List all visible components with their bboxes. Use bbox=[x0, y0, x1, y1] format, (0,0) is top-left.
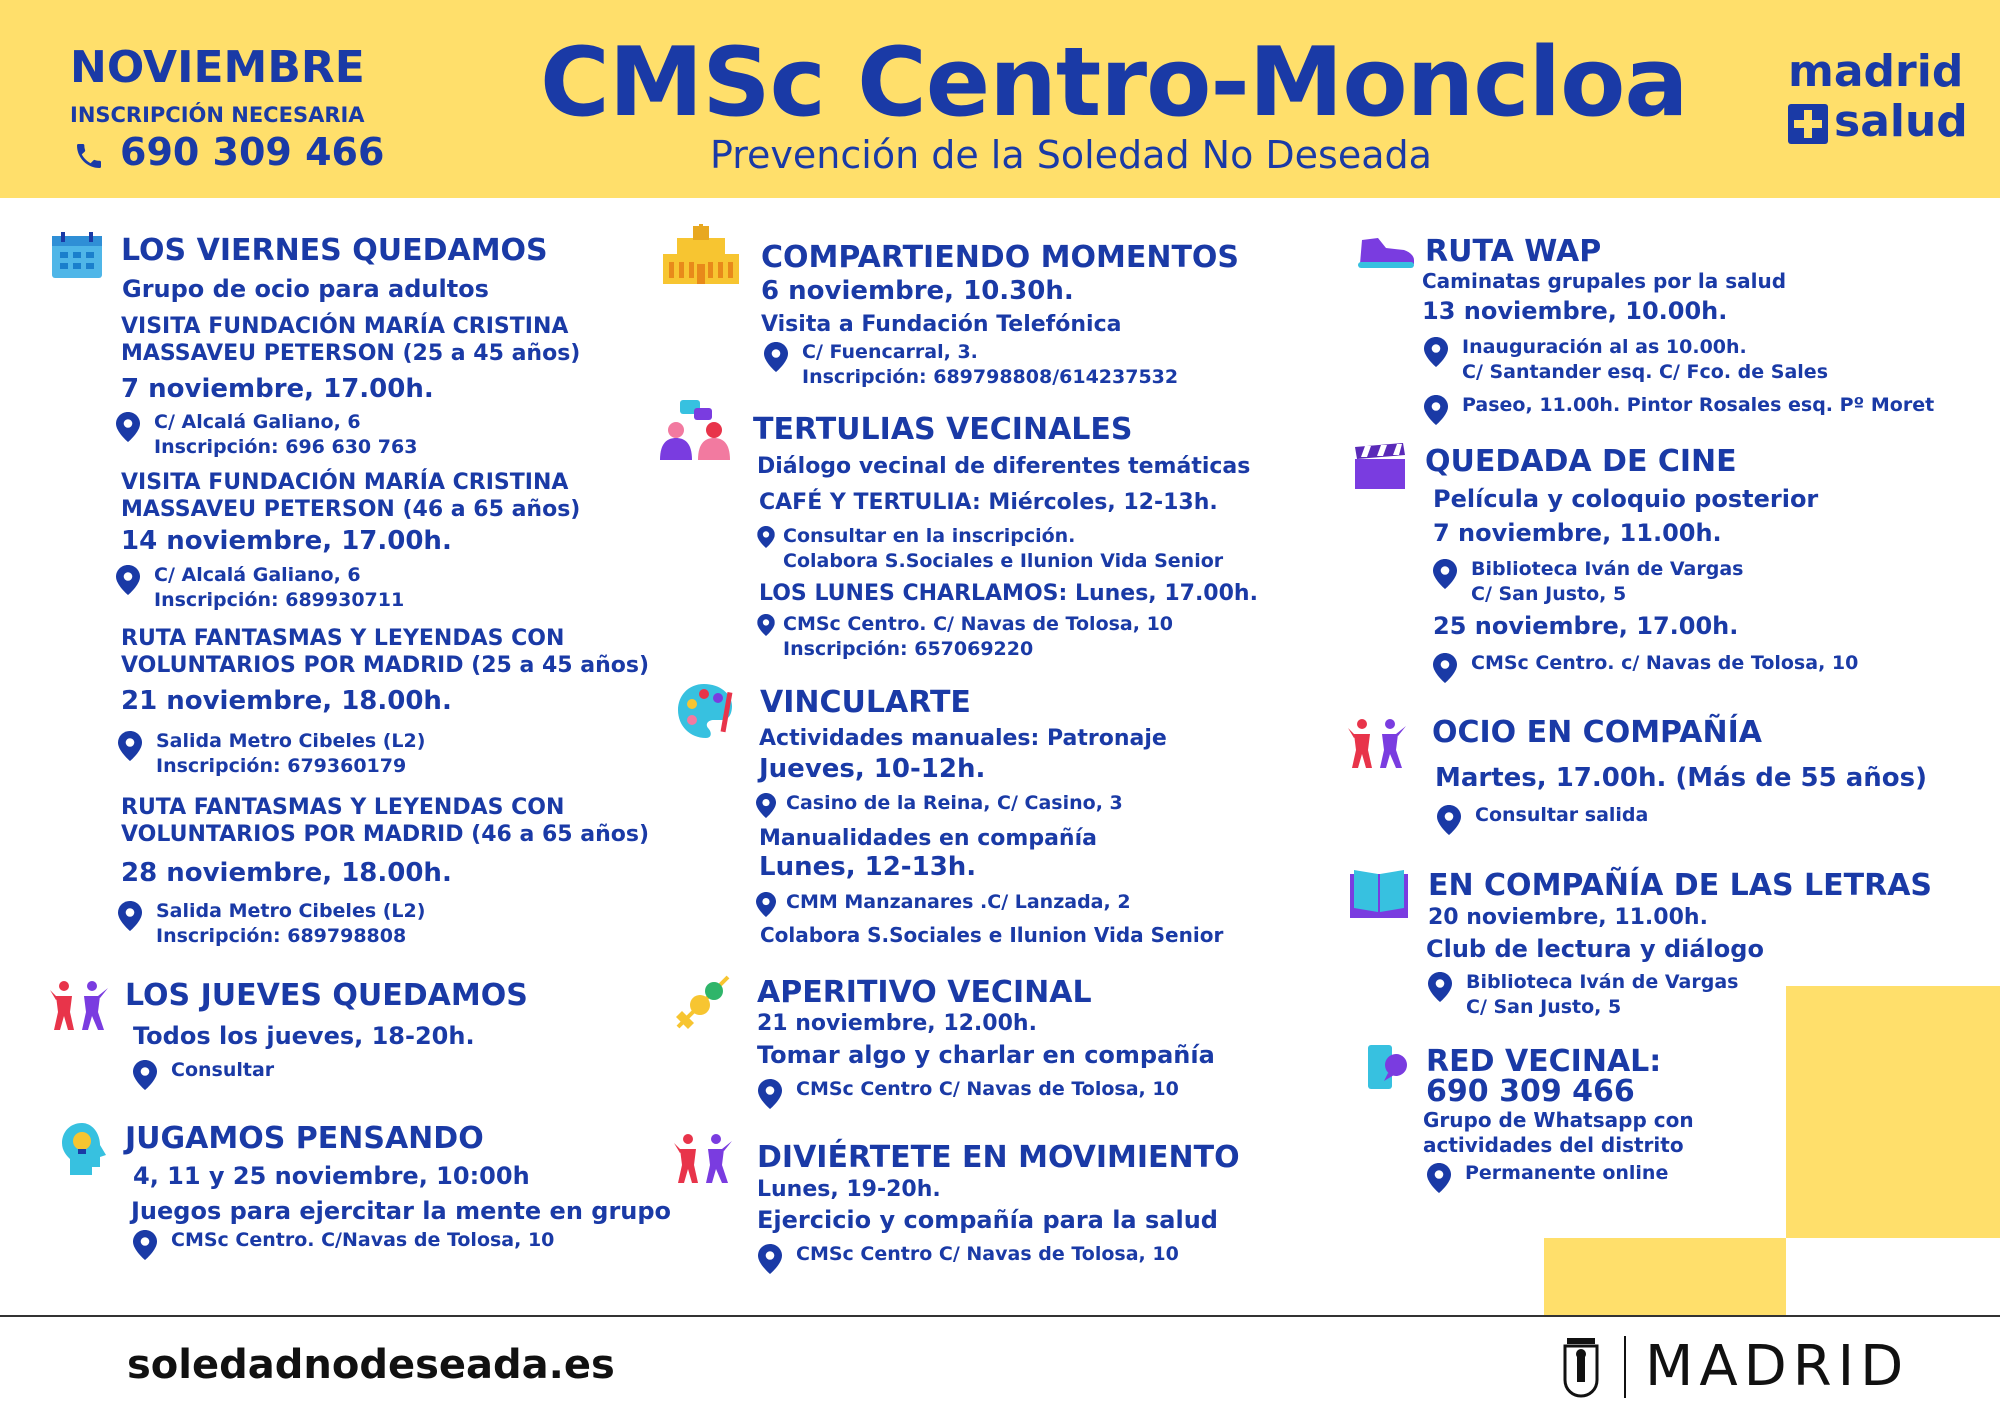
jueves-title: LOS JUEVES QUEDAMOS bbox=[125, 978, 528, 1013]
viernes-e3-phone[interactable]: Inscripción: 679360179 bbox=[156, 755, 407, 778]
aperitivo-location bbox=[758, 1077, 1179, 1109]
viernes-e4-location bbox=[118, 899, 425, 949]
letras-date: 20 noviembre, 11.00h. bbox=[1428, 905, 1708, 930]
location-pin-icon bbox=[757, 526, 775, 548]
jugamos-when: 4, 11 y 25 noviembre, 10:00h bbox=[133, 1162, 530, 1190]
location-pin-icon bbox=[116, 565, 140, 595]
location-pin-icon bbox=[118, 901, 142, 931]
calendar-icon bbox=[52, 232, 102, 278]
red-desc2: actividades del distrito bbox=[1423, 1133, 1684, 1157]
cine-date1: 7 noviembre, 11.00h. bbox=[1433, 519, 1722, 547]
compartiendo-title: COMPARTIENDO MOMENTOS bbox=[761, 240, 1240, 275]
diviertete-desc: Ejercicio y compañía para la salud bbox=[757, 1206, 1218, 1234]
tertulias-cafe-loc1: Consultar en la inscripción. bbox=[783, 525, 1076, 547]
jueves-loc-text: Consultar bbox=[171, 1059, 275, 1081]
cine-title: QUEDADA DE CINE bbox=[1425, 444, 1737, 479]
section-viernes bbox=[121, 234, 548, 269]
location-pin-icon bbox=[764, 342, 788, 372]
inscription-label: INSCRIPCIÓN NECESARIA bbox=[70, 103, 365, 127]
cine-location-1 bbox=[1433, 557, 1743, 607]
ruta-desc: Caminatas grupales por la salud bbox=[1422, 269, 1787, 293]
vincularte-loc-text: Casino de la Reina, C/ Casino, 3 bbox=[786, 792, 1123, 814]
location-pin-icon bbox=[758, 1079, 782, 1109]
phone-icon bbox=[73, 140, 105, 172]
red-title: RED VECINAL: bbox=[1426, 1044, 1662, 1079]
people-dancing-icon bbox=[1348, 718, 1406, 770]
vincularte-location bbox=[756, 791, 1123, 818]
viernes-e3-date: 21 noviembre, 18.00h. bbox=[121, 686, 452, 716]
sneaker-icon bbox=[1358, 236, 1414, 268]
jugamos-loc-text: CMSc Centro. C/Navas de Tolosa, 10 bbox=[171, 1229, 555, 1251]
letras-loc2: C/ San Justo, 5 bbox=[1466, 996, 1622, 1019]
tertulias-cafe-loc2: Colabora S.Sociales e Ilunion Vida Senior bbox=[783, 550, 1224, 573]
tertulias-subtitle: Diálogo vecinal de diferentes temáticas bbox=[757, 454, 1251, 479]
viernes-title: LOS VIERNES QUEDAMOS bbox=[121, 233, 548, 268]
location-pin-icon bbox=[1433, 653, 1457, 683]
location-pin-icon bbox=[1437, 805, 1461, 835]
tertulias-title: TERTULIAS VECINALES bbox=[753, 412, 1133, 447]
logo-salud-word: salud bbox=[1834, 96, 1968, 147]
footer-divider bbox=[0, 1315, 2000, 1317]
decor-square-top bbox=[1786, 986, 2000, 1238]
jugamos-desc: Juegos para ejercitar la mente en grupo bbox=[131, 1197, 672, 1225]
tertulias-lunes-location bbox=[757, 612, 1173, 662]
jugamos-title: JUGAMOS PENSANDO bbox=[125, 1121, 484, 1156]
viernes-e2-line2: MASSAVEU PETERSON (46 a 65 años) bbox=[121, 497, 581, 522]
viernes-e1-date: 7 noviembre, 17.00h. bbox=[121, 374, 434, 404]
location-pin-icon bbox=[116, 412, 140, 442]
phone-chat-icon bbox=[1368, 1045, 1408, 1093]
tertulias-cafe-location bbox=[757, 524, 1223, 574]
madrid-coat-of-arms-icon bbox=[1563, 1336, 1599, 1398]
viernes-subtitle: Grupo de ocio para adultos bbox=[122, 275, 489, 303]
viernes-e3-location bbox=[118, 729, 425, 779]
letras-desc: Club de lectura y diálogo bbox=[1426, 935, 1764, 963]
compartiendo-location bbox=[764, 340, 1178, 390]
ocio-title: OCIO EN COMPAÑÍA bbox=[1432, 715, 1762, 750]
aperitivo-date: 21 noviembre, 12.00h. bbox=[757, 1011, 1037, 1036]
location-pin-icon bbox=[1428, 972, 1452, 1002]
compartiendo-address: C/ Fuencarral, 3. bbox=[802, 341, 978, 363]
cine-loc2: CMSc Centro. c/ Navas de Tolosa, 10 bbox=[1471, 652, 1859, 674]
ruta-location-1 bbox=[1424, 335, 1828, 385]
ruta-loc3: Paseo, 11.00h. Pintor Rosales esq. Pº Moret bbox=[1462, 394, 1935, 416]
ruta-loc2: C/ Santander esq. C/ Fco. de Sales bbox=[1462, 361, 1829, 384]
cine-desc: Película y coloquio posterior bbox=[1433, 485, 1819, 513]
viernes-e1-phone[interactable]: Inscripción: 696 630 763 bbox=[154, 436, 418, 459]
vincularte-loc2-text: CMM Manzanares .C/ Lanzada, 2 bbox=[786, 891, 1131, 913]
aperitivo-title: APERITIVO VECINAL bbox=[757, 975, 1092, 1010]
location-pin-icon bbox=[756, 892, 776, 917]
viernes-e2-address: C/ Alcalá Galiano, 6 bbox=[154, 564, 361, 586]
page-subtitle: Prevención de la Soledad No Deseada bbox=[710, 133, 1432, 177]
ocio-loc-text: Consultar salida bbox=[1475, 804, 1649, 826]
ocio-location bbox=[1437, 803, 1648, 835]
location-pin-icon bbox=[1427, 1163, 1451, 1193]
jueves-when: Todos los jueves, 18-20h. bbox=[133, 1022, 475, 1050]
diviertete-location bbox=[758, 1242, 1179, 1274]
letras-title: EN COMPAÑÍA DE LAS LETRAS bbox=[1428, 868, 1933, 903]
people-dancing-icon bbox=[674, 1133, 732, 1185]
cine-location-2 bbox=[1433, 651, 1858, 683]
location-pin-icon bbox=[1424, 395, 1448, 425]
viernes-e4-line2: VOLUNTARIOS POR MADRID (46 a 65 años) bbox=[121, 822, 650, 847]
people-dancing-icon bbox=[50, 980, 108, 1032]
footer-madrid-logo: MADRID bbox=[1645, 1334, 1910, 1399]
location-pin-icon bbox=[1424, 337, 1448, 367]
tertulias-lunes-loc1: CMSc Centro. C/ Navas de Tolosa, 10 bbox=[783, 613, 1174, 635]
viernes-e2-line1: VISITA FUNDACIÓN MARÍA CRISTINA bbox=[121, 470, 569, 495]
ruta-date: 13 noviembre, 10.00h. bbox=[1422, 297, 1728, 325]
letras-location bbox=[1428, 970, 1738, 1020]
vincularte-location2 bbox=[756, 890, 1131, 917]
tertulias-lunes-loc2[interactable]: Inscripción: 657069220 bbox=[783, 638, 1034, 661]
aperitivo-desc: Tomar algo y charlar en compañía bbox=[757, 1041, 1215, 1069]
location-pin-icon bbox=[757, 614, 775, 636]
viernes-e4-date: 28 noviembre, 18.00h. bbox=[121, 858, 452, 888]
compartiendo-phone[interactable]: Inscripción: 689798808/614237532 bbox=[802, 366, 1179, 389]
ocio-when: Martes, 17.00h. (Más de 55 años) bbox=[1435, 763, 1928, 793]
viernes-e1-address: C/ Alcalá Galiano, 6 bbox=[154, 411, 361, 433]
cine-loc1b: C/ San Justo, 5 bbox=[1471, 583, 1627, 606]
viernes-e4-line1: RUTA FANTASMAS Y LEYENDAS CON bbox=[121, 795, 565, 820]
location-pin-icon bbox=[758, 1244, 782, 1274]
vincularte-when2: Lunes, 12-13h. bbox=[759, 852, 977, 882]
vincularte-desc: Actividades manuales: Patronaje bbox=[759, 726, 1167, 751]
logo-cross-icon bbox=[1788, 104, 1828, 144]
vincularte-desc2: Manualidades en compañía bbox=[759, 826, 1097, 851]
cine-loc1a: Biblioteca Iván de Vargas bbox=[1471, 558, 1744, 580]
viernes-e2-phone[interactable]: Inscripción: 689930711 bbox=[154, 589, 405, 612]
page-title: CMSc Centro-Moncloa bbox=[540, 28, 1688, 138]
viernes-e3-line2: VOLUNTARIOS POR MADRID (25 a 45 años) bbox=[121, 653, 650, 678]
compartiendo-date: 6 noviembre, 10.30h. bbox=[761, 276, 1074, 306]
logo-madrid-word: madrid bbox=[1788, 46, 1964, 97]
month-label: NOVIEMBRE bbox=[70, 42, 365, 93]
compartiendo-desc: Visita a Fundación Telefónica bbox=[761, 312, 1122, 337]
footer-website-link[interactable]: soledadnodeseada.es bbox=[127, 1342, 615, 1388]
footer-logo-divider bbox=[1624, 1336, 1626, 1398]
header-phone[interactable]: 690 309 466 bbox=[120, 130, 385, 174]
location-pin-icon bbox=[756, 793, 776, 818]
vincularte-title: VINCULARTE bbox=[760, 685, 971, 720]
red-phone[interactable]: 690 309 466 bbox=[1426, 1074, 1635, 1109]
diviertete-loc-text: CMSc Centro C/ Navas de Tolosa, 10 bbox=[796, 1243, 1179, 1265]
red-desc1: Grupo de Whatsapp con bbox=[1423, 1108, 1694, 1132]
location-pin-icon bbox=[133, 1060, 157, 1090]
viernes-e2-location bbox=[116, 563, 404, 613]
head-lightbulb-icon bbox=[62, 1123, 108, 1175]
red-loc-text: Permanente online bbox=[1465, 1162, 1669, 1184]
viernes-e1-line1: VISITA FUNDACIÓN MARÍA CRISTINA bbox=[121, 314, 569, 339]
location-pin-icon bbox=[133, 1230, 157, 1260]
viernes-e1-line2: MASSAVEU PETERSON (25 a 45 años) bbox=[121, 341, 581, 366]
skewer-icon bbox=[674, 973, 732, 1031]
tertulias-lunes: LOS LUNES CHARLAMOS: Lunes, 17.00h. bbox=[759, 581, 1258, 606]
cine-date2: 25 noviembre, 17.00h. bbox=[1433, 612, 1739, 640]
location-pin-icon bbox=[118, 731, 142, 761]
diviertete-title: DIVIÉRTETE EN MOVIMIENTO bbox=[757, 1140, 1240, 1175]
clapperboard-icon bbox=[1355, 443, 1405, 489]
people-chat-icon bbox=[658, 398, 734, 460]
ruta-title: RUTA WAP bbox=[1425, 234, 1602, 269]
jugamos-location bbox=[133, 1228, 554, 1260]
palace-icon bbox=[663, 224, 739, 284]
viernes-e3-address: Salida Metro Cibeles (L2) bbox=[156, 730, 426, 752]
vincularte-collab: Colabora S.Sociales e Ilunion Vida Senior bbox=[760, 923, 1224, 947]
viernes-e1-location bbox=[116, 410, 417, 460]
ruta-location-2 bbox=[1424, 393, 1934, 425]
diviertete-when: Lunes, 19-20h. bbox=[757, 1177, 941, 1202]
red-location bbox=[1427, 1161, 1668, 1193]
palette-icon bbox=[678, 682, 736, 740]
letras-loc1: Biblioteca Iván de Vargas bbox=[1466, 971, 1739, 993]
jueves-location bbox=[133, 1058, 274, 1090]
viernes-e4-address: Salida Metro Cibeles (L2) bbox=[156, 900, 426, 922]
decor-square-bottom bbox=[1544, 1238, 1786, 1315]
vincularte-when: Jueves, 10-12h. bbox=[759, 754, 986, 784]
aperitivo-loc-text: CMSc Centro C/ Navas de Tolosa, 10 bbox=[796, 1078, 1179, 1100]
tertulias-cafe: CAFÉ Y TERTULIA: Miércoles, 12-13h. bbox=[759, 490, 1218, 515]
ruta-loc1: Inauguración al as 10.00h. bbox=[1462, 336, 1747, 358]
viernes-e3-line1: RUTA FANTASMAS Y LEYENDAS CON bbox=[121, 626, 565, 651]
viernes-e2-date: 14 noviembre, 17.00h. bbox=[121, 526, 452, 556]
viernes-e4-phone[interactable]: Inscripción: 689798808 bbox=[156, 925, 407, 948]
location-pin-icon bbox=[1433, 559, 1457, 589]
open-book-icon bbox=[1350, 870, 1408, 918]
